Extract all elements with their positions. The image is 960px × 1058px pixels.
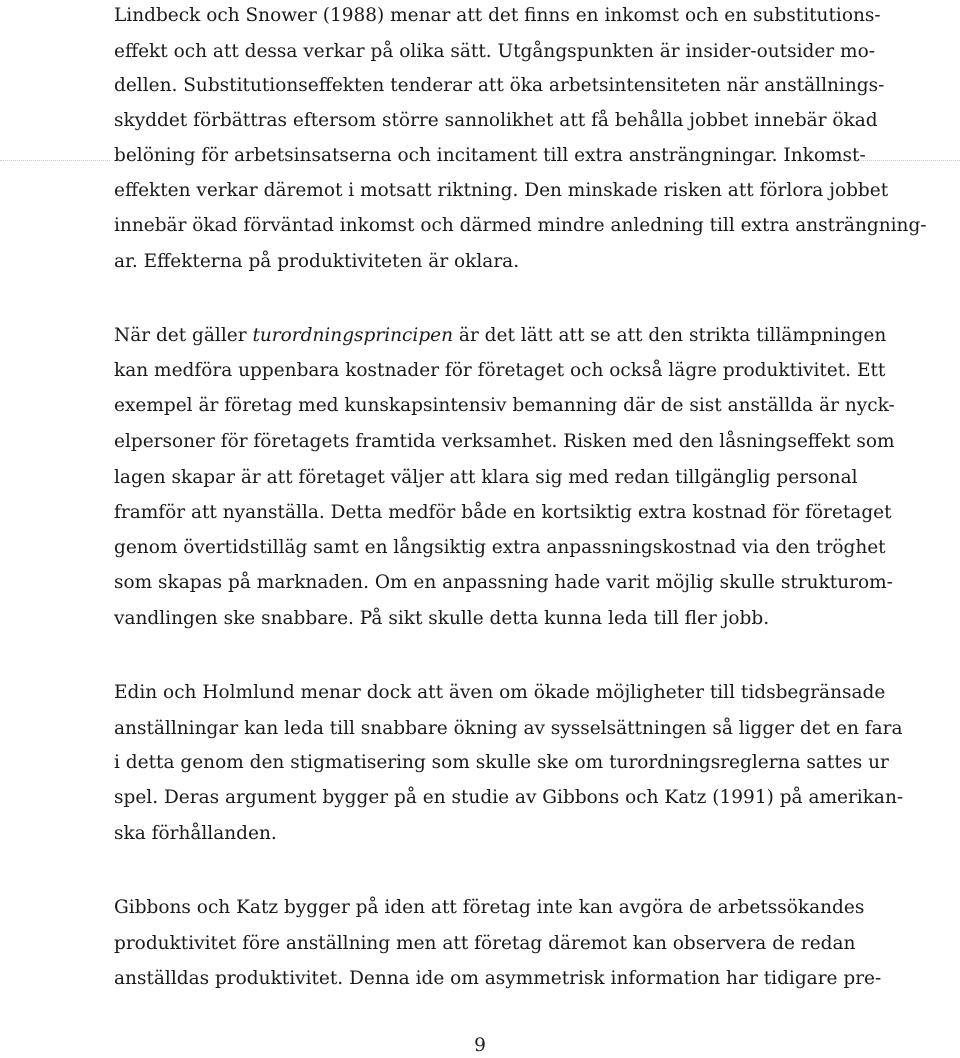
text-line: ar. Effekterna på produktiviteten är oklara.: [114, 251, 520, 272]
text-line: Lindbeck och Snower (1988) menar att det finns en inkomst och en substitutions-: [114, 5, 881, 26]
page-number: 9: [474, 1035, 486, 1056]
text-line: framför att nyanställa. Detta medför både en kortsiktig extra kostnad för företaget: [114, 502, 892, 523]
text-line: belöning för arbetsinsatserna och incitament till extra ansträngningar. Inkomst-: [114, 145, 866, 166]
text-line: i detta genom den stigmatisering som skulle ske om turordningsreglerna sattes ur: [114, 752, 889, 773]
text-line: spel. Deras argument bygger på en studie av Gibbons och Katz (1991) på amerikan-: [114, 787, 904, 808]
text-line: Edin och Holmlund menar dock att även om ökade möjligheter till tidsbegränsade: [114, 682, 886, 703]
text-line: elpersoner för företagets framtida verksamhet. Risken med den låsningseffekt som: [114, 431, 895, 452]
text-line: dellen. Substitutionseffekten tenderar att öka arbetsintensiteten när anställnings-: [114, 75, 885, 96]
text-line: lagen skapar är att företaget väljer att klara sig med redan tillgänglig personal: [114, 467, 858, 488]
scan-artifact-left: [0, 160, 110, 161]
text-line: effekt och att dessa verkar på olika sätt. Utgångspunkten är insider-outsider mo-: [114, 41, 875, 62]
text-line: exempel är företag med kunskapsintensiv bemanning där de sist anställda är nyck-: [114, 395, 895, 416]
text-line: anställdas produktivitet. Denna ide om asymmetrisk information har tidigare pre-: [114, 968, 882, 989]
text-line: kan medföra uppenbara kostnader för företaget och också lägre produktivitet. Ett: [114, 360, 886, 381]
text-line: anställningar kan leda till snabbare ökning av sysselsättningen så ligger det en fara: [114, 718, 903, 739]
emphasized-term: turordningsprincipen: [252, 325, 454, 346]
text-line: vandlingen ske snabbare. På sikt skulle detta kunna leda till fler jobb.: [114, 608, 770, 629]
text-line: som skapas på marknaden. Om en anpassning hade varit möjlig skulle strukturom-: [114, 572, 893, 593]
text-line: produktivitet före anställning men att företag däremot kan observera de redan: [114, 933, 856, 954]
text-line: innebär ökad förväntad inkomst och därmed mindre anledning till extra ansträngning-: [114, 215, 927, 236]
text-line: effekten verkar däremot i motsatt riktning. Den minskade risken att förlora jobbet: [114, 180, 889, 201]
text-line: ska förhållanden.: [114, 823, 277, 844]
text-line: genom övertidstilläg samt en långsiktig extra anpassningskostnad via den tröghet: [114, 537, 886, 558]
text-line: När det gäller turordningsprincipen är det lätt att se att den strikta tillämpningen: [114, 325, 887, 346]
text-line: Gibbons och Katz bygger på iden att företag inte kan avgöra de arbetssökandes: [114, 897, 865, 918]
text-line: skyddet förbättras eftersom större sannolikhet att få behålla jobbet innebär ökad: [114, 110, 878, 131]
